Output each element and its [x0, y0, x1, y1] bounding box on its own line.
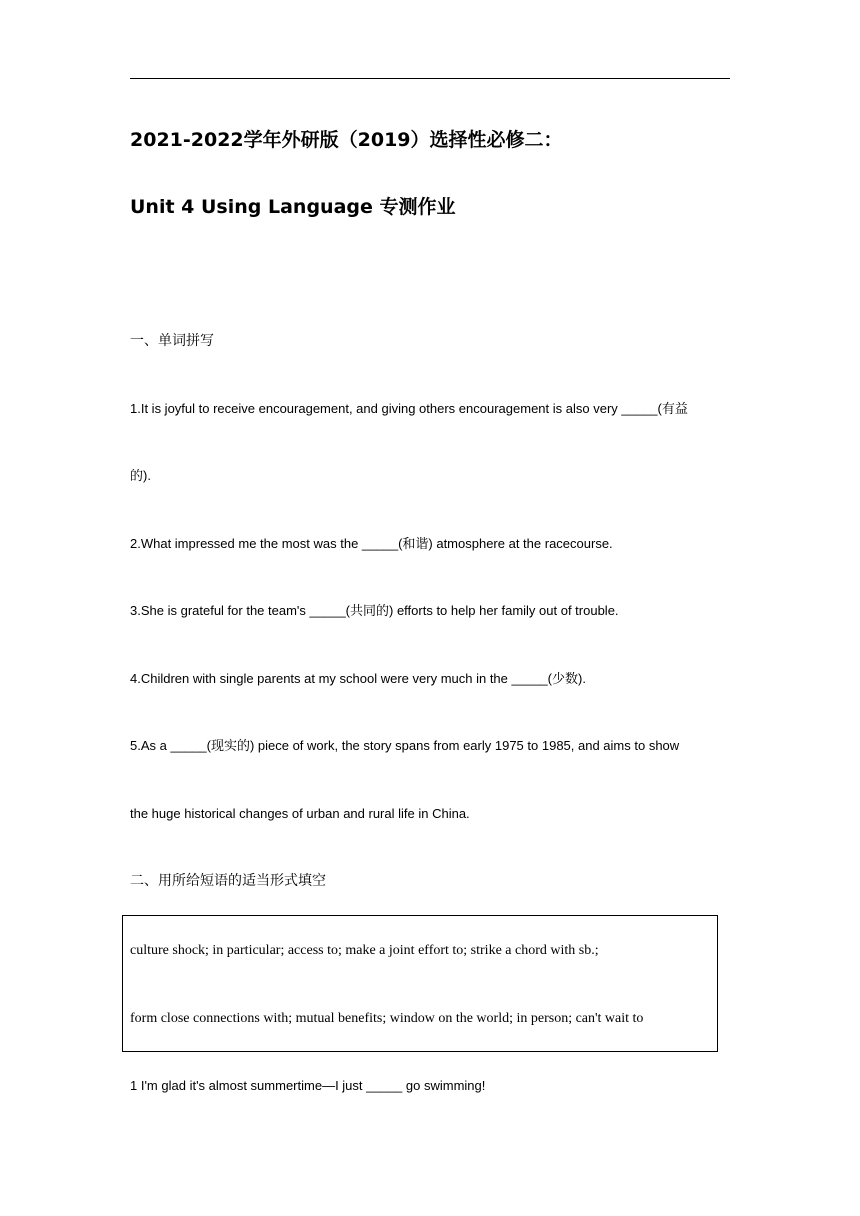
- phrase-bank-line-2: form close connections with; mutual benefits; window on the world; in person; can't wait to: [130, 1011, 644, 1026]
- question-1-line-1: 1.It is joyful to receive encouragement, and giving others encouragement is also very _____(有益: [130, 401, 688, 416]
- question-5-line-1: 5.As a _____(现实的) piece of work, the story spans from early 1975 to 1985, and aims to show: [130, 738, 680, 753]
- question-5-line-2: the huge historical changes of urban and rural life in China.: [130, 806, 470, 821]
- phrase-bank-line-1: culture shock; in particular; access to; make a joint effort to; strike a chord with sb.;: [130, 943, 599, 958]
- question-1-line-2: 的).: [130, 468, 151, 483]
- question-2: 2.What impressed me the most was the _____(和谐) atmosphere at the racecourse.: [130, 536, 613, 551]
- phrase-bank-box: [122, 915, 718, 1052]
- phrase-question-1: 1 I'm glad it's almost summertime—I just _____ go swimming!: [130, 1078, 486, 1093]
- question-4: 4.Children with single parents at my school were very much in the _____(少数).: [130, 671, 586, 686]
- question-3: 3.She is grateful for the team's _____(共同的) efforts to help her family out of trouble.: [130, 603, 619, 618]
- document-subtitle: Unit 4 Using Language 专测作业: [130, 196, 456, 218]
- document-title: 2021-2022学年外研版（2019）选择性必修二：: [130, 129, 563, 151]
- header-rule: [130, 78, 730, 79]
- section-heading-phrases: 二、用所给短语的适当形式填空: [130, 873, 326, 889]
- section-heading-spelling: 一、单词拼写: [130, 333, 214, 349]
